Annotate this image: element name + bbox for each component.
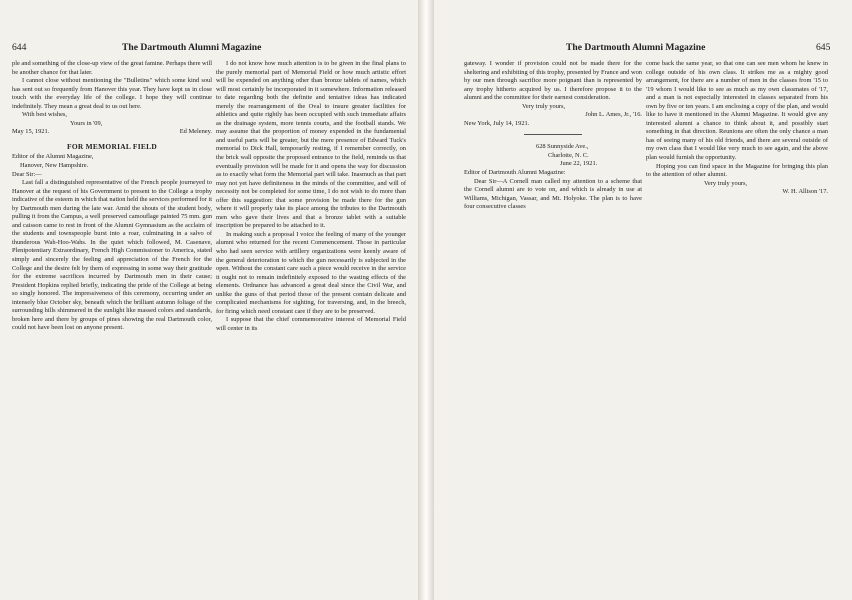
- text-column-1: [464, 60, 642, 212]
- page-number: 644: [12, 42, 27, 53]
- book-gutter: [418, 0, 434, 600]
- signature: Ed Meleney.: [179, 128, 212, 136]
- paragraph: Hoping you can find space in the Magazine for bringing this plan to the attention of other alumni.: [646, 162, 828, 179]
- paragraph: ple and something of the close-up view of the great famine. Perhaps there will be another chance for that later.: [12, 60, 212, 76]
- text-column-2: [646, 60, 828, 197]
- divider: [524, 134, 582, 135]
- paragraph: come back the same year, so that one can see men whom he knew in college outside of his own class. It strikes me as a mighty good arrangement, for there are a number of men in the classes from '15 to '19 whom I would like to see as much as my own classmates of '17, and a man is not especially interested in classes separated from his own by five or ten years. I am enclosing a copy of the plan, and would like to have it mentioned in the Alumni Magazine. It would give any interested alumni a chance to think about it, and possibly start something in that direction. Reunions are often the only chance a man has of seeing many of his old friends, and there are several outside of my own class that I would like very much to see again, and the above plan would furnish the opportunity.: [646, 60, 828, 162]
- section-heading: FOR MEMORIAL FIELD: [67, 141, 157, 151]
- text-column-1: [12, 60, 212, 333]
- closing-yours: Very truly yours,: [522, 102, 566, 110]
- address-line: 628 Sunnyside Ave.,: [536, 143, 589, 151]
- closing-yours: Yours in '09,: [70, 119, 103, 127]
- running-header: The Dartmouth Alumni Magazine: [566, 42, 706, 53]
- paragraph: I do not know how much attention is to be given in the final plans to the purely memorial part of Memorial Field or how much artistic effort will be expended on anything other than bronze tablets of names, which will most certainly be incorporated in it somewhere. Information released to date regarding both the definite and tentative ideas has indicated merely the rearrangement of the Oval to insure greater facilities for athletics and quite rightly has been occupied with such immediate affairs as the drainage system, more tennis courts, and the football stands. We may assume that the proportion of money expended in the fundamental and useful parts will be greater, but the mere presence of Edward Tuck's memorial to Dick Hall, temporarily resting, if I remember correctly, on the brick wall opposite the proposed entrance to the field, reminds us that eventually provision will be made for it and opens the way for discussion as to exactly what form the Memorial part will take. Inasmuch as that part may not yet have definiteness in the minds of the committee, and will of necessity not be completed for some time, I do not wish to do more than offer this suggestion: that some provision be made there for the gun where it will properly take its place among the tributes to the Dartmouth men who gave their lives and that a bronze tablet with a suitable inscription be prepared to be attached to it.: [216, 60, 406, 230]
- signature: W. H. Allison '17.: [782, 188, 828, 196]
- address-line: Charlotte, N. C.: [548, 151, 589, 159]
- letter-date: May 15, 1921.: [12, 128, 50, 136]
- address-date: June 22, 1921.: [560, 160, 598, 168]
- page-number: 645: [816, 42, 831, 53]
- letter-dateline: [12, 128, 212, 137]
- letter-dateline: New York, July 14, 1921.: [464, 119, 530, 127]
- paragraph: I suppose that the chief commemorative interest of Memorial Field will center in its: [216, 316, 406, 332]
- text-column-2: [216, 60, 406, 334]
- address-line: Editor of the Alumni Magazine,: [12, 153, 94, 161]
- closing: With best wishes,: [22, 111, 68, 119]
- running-header: The Dartmouth Alumni Magazine: [122, 42, 262, 53]
- editor-line: Editor of Dartmouth Alumni Magazine:: [464, 169, 566, 177]
- closing-yours: Very truly yours,: [704, 179, 748, 187]
- paragraph: gateway. I wonder if provision could not be made there for the sheltering and exhibiting of this trophy, presented by France and won by our men through sacrifice more poignant than is represented by any trophy hitherto acquired by us. I therefore propose it to the alumni and the committee for their earnest consideration.: [464, 60, 642, 102]
- paragraph: Last fall a distinguished representative of the French people journeyed to Hanover at the request of his Government to present to the College a trophy indicative of the esteem in which that nation held the services performed for it by Dartmouth men during the late war. Amid the shouts of the student body, pulling it from the Campus, a well preserved camouflage painted 75 mm. gun and caisson came to rest in front of the Alumni Gymnasium as the acclaim of the students and townspeople burst into a roar, culminating in a salvo of thunderous Wah-Hoo-Wahs. In the quiet which followed, M. Casenave, Plenipotentiary Extraordinary, French High Commissioner to America, stated simply and sincerely the feeling and appreciation of the French for the College and the desire felt by them of expressing in some way their gratitude for the extreme sacrifices incurred by Dartmouth men in their cause; President Hopkins replied briefly, indicating the pride of the College at being so singly honored. The impressiveness of this ceremony, occurring under an intensely blue October sky, beneath which the brilliant autumn foliage of the surrounding hills shimmered in the sunlight like massed colors and standards, broken here and there by groups of pines showing the real Dartmouth color, could not have been lost on anyone present.: [12, 179, 212, 332]
- paragraph: I cannot close without mentioning the "Bulletins" which some kind soul has sent out so frequently from Hanover this year. They have kept us in close touch with the everyday life of the college. I hope they will continue indefinitely. They mean a great deal to us out here.: [12, 77, 212, 110]
- left-page: [0, 0, 418, 600]
- salutation: Dear Sir:—: [12, 170, 42, 178]
- address-line: Hanover, New Hampshire.: [20, 162, 89, 170]
- paragraph: Dear Sir—A Cornell man called my attention to a scheme that the Cornell alumni are to vote on, and which is already in use at Williams, Michigan, Vassar, and Mt. Holyoke. The plan is to have four consecutive classes: [464, 177, 642, 211]
- right-page: [434, 0, 852, 600]
- paragraph: In making such a proposal I voice the feeling of many of the younger alumni who returned for the recent Commencement. Those in particular who had seen service with artillery organizations were keenly aware of the general deterioration to which the gun necessarily is subjected in the open. Without the constant care such a piece would receive in the service it ought not to remain indefinitely exposed to the wasting effects of the elements. Ordnance has advanced a great deal since the Civil War, and unlike the guns of that period those of the present contain delicate and complicated mechanisms for sighting, for traversing, and, in the breech, for firing which need constant care if they are to be preserved.: [216, 230, 406, 315]
- signature: John L. Ames, Jr., '16.: [585, 111, 642, 119]
